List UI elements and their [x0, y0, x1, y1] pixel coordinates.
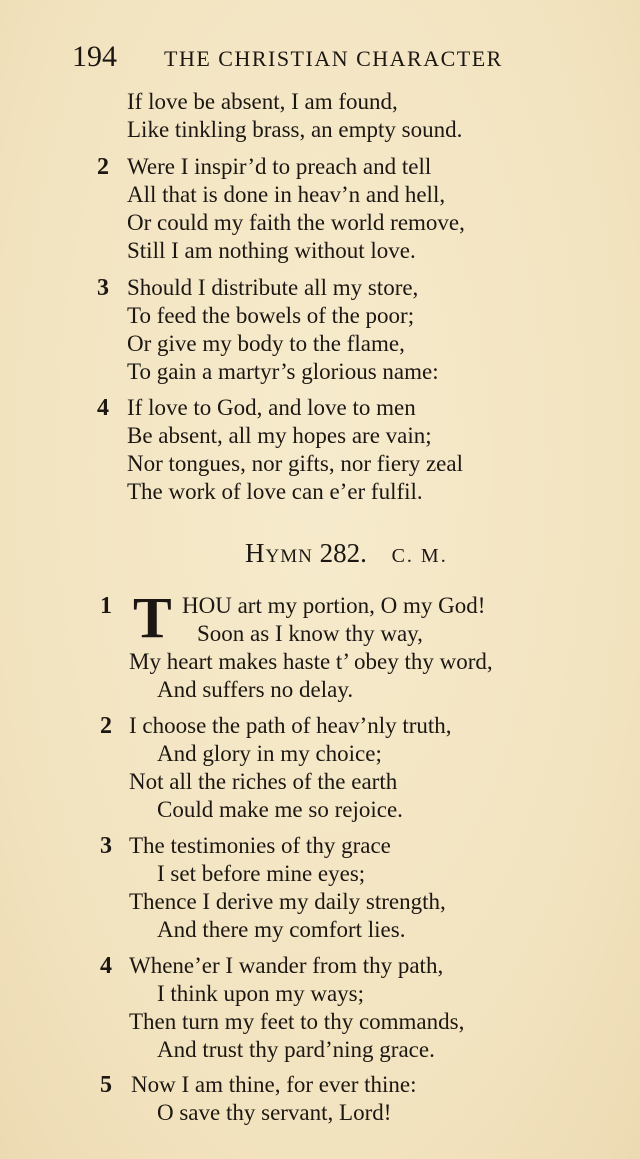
hymn-meter: C. M. — [391, 545, 448, 567]
verse-line: Now I am thine, for ever thine: — [131, 1072, 417, 1097]
verse-number: 1 — [100, 593, 112, 619]
verse-line: All that is done in heav’n and hell, — [127, 182, 446, 207]
verse-line: And trust thy pard’ning grace. — [157, 1037, 435, 1062]
verse-line: Like tinkling brass, an empty sound. — [127, 117, 463, 142]
running-title: THE CHRISTIAN CHARACTER — [164, 46, 503, 71]
verse-line: To feed the bowels of the poor; — [127, 303, 415, 328]
verse-line: I choose the path of heav’nly truth, — [129, 713, 452, 738]
verse-number: 4 — [97, 395, 109, 421]
verse-line: Then turn my feet to thy commands, — [129, 1009, 465, 1034]
verse-line: The work of love can e’er fulfil. — [127, 479, 423, 504]
verse-line: Or give my body to the flame, — [127, 331, 405, 356]
verse-number: 2 — [100, 713, 112, 739]
verse-line: And glory in my choice; — [157, 741, 382, 766]
drop-cap: T — [133, 585, 172, 650]
verse-line: I set before mine eyes; — [157, 861, 366, 886]
verse-line: Nor tongues, nor gifts, nor fiery zeal — [127, 451, 463, 476]
verse-number: 3 — [97, 275, 109, 301]
verse-number: 2 — [97, 154, 109, 180]
verse-line: Not all the riches of the earth — [129, 769, 398, 794]
verse-line: Still I am nothing without love. — [127, 238, 416, 263]
verse-line: If love be absent, I am found, — [127, 89, 398, 114]
verse-line: Whene’er I wander from thy path, — [129, 953, 444, 978]
verse-number: 5 — [100, 1072, 112, 1098]
hymn-number: 282. — [319, 538, 367, 568]
verse-line: If love to God, and love to men — [127, 395, 416, 420]
hymn-title-word: Hymn — [245, 538, 313, 568]
hymn-title — [245, 538, 448, 569]
verse-number: 3 — [100, 833, 112, 859]
verse-line: Were I inspir’d to preach and tell — [127, 154, 432, 179]
verse-line: Or could my faith the world remove, — [127, 210, 465, 235]
verse-line: Could make me so rejoice. — [157, 797, 403, 822]
verse-line: I think upon my ways; — [157, 981, 364, 1006]
verse-line: To gain a martyr’s glorious name: — [127, 359, 439, 384]
page-number: 194 — [72, 40, 117, 73]
verse-number: 4 — [100, 953, 112, 979]
verse-line: O save thy servant, Lord! — [157, 1100, 392, 1125]
verse-line: Should I distribute all my store, — [127, 275, 419, 300]
verse-line: And there my comfort lies. — [157, 917, 406, 942]
verse-line: And suffers no delay. — [157, 677, 354, 702]
verse-line: Thence I derive my daily strength, — [129, 889, 446, 914]
verse-line: HOU art my portion, O my God! — [182, 593, 486, 618]
verse-line: Be absent, all my hopes are vain; — [127, 423, 432, 448]
verse-line: My heart makes haste t’ obey thy word, — [129, 649, 493, 674]
verse-line: Soon as I know thy way, — [197, 621, 423, 646]
page-header — [72, 40, 572, 80]
verse-line: The testimonies of thy grace — [129, 833, 391, 858]
